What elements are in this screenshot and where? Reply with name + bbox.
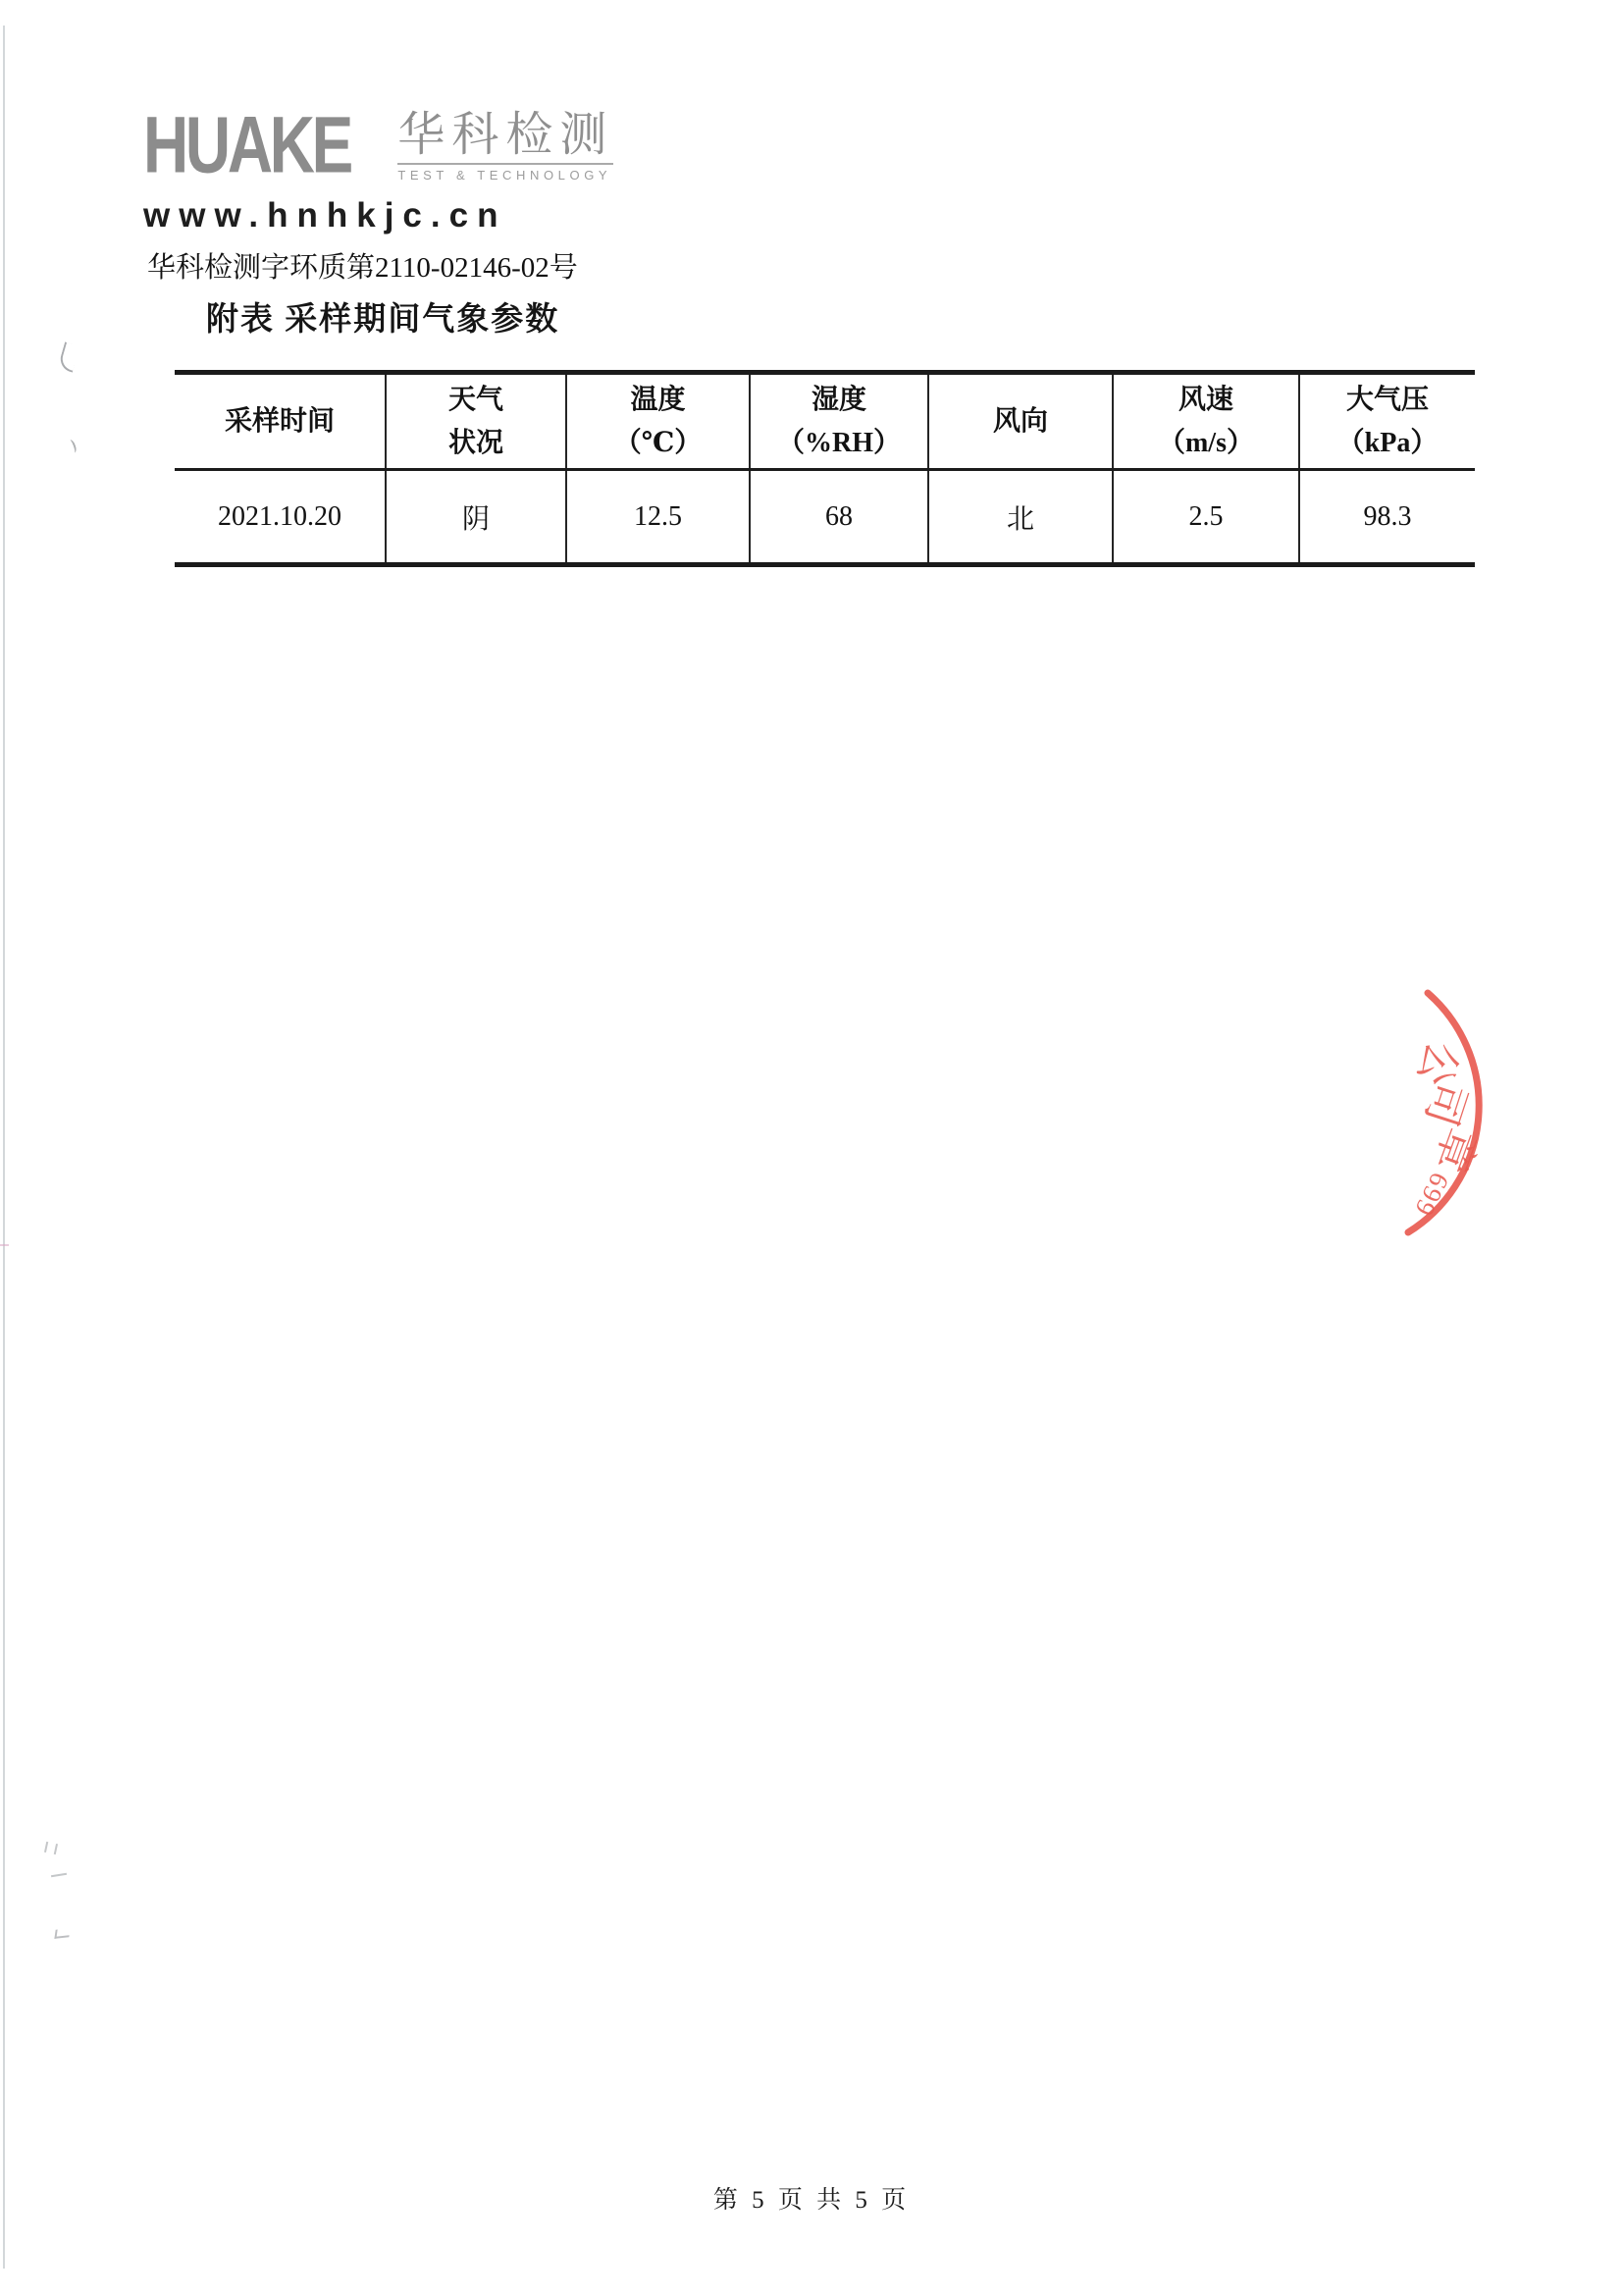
logo-right-block	[397, 109, 614, 183]
header-line2: （℃）	[613, 427, 703, 458]
page-number: 第 5 页 共 5 页	[712, 2187, 911, 2214]
header-line2: （kPa）	[1336, 427, 1439, 458]
header-line1: 天气	[447, 385, 503, 416]
logo-wordmark: HUAKE	[143, 99, 351, 190]
header-line1: 大气压	[1345, 385, 1429, 416]
seal-number: 699	[1408, 1168, 1455, 1223]
cell-sampling-time: 2021.10.20	[218, 500, 341, 532]
company-logo	[143, 99, 614, 190]
scan-artifact	[44, 1842, 58, 1854]
header-line2: 状况	[447, 427, 503, 458]
scan-edge-line	[3, 26, 5, 2269]
seal-char: 章	[1425, 1121, 1486, 1179]
document-number: 华科检测字环质第2110-02146-02号	[147, 252, 578, 284]
logo-tagline: TEST & TECHNOLOGY	[397, 163, 613, 183]
cell-temperature: 12.5	[566, 470, 750, 565]
table-title: 附表 采样期间气象参数	[206, 302, 560, 338]
scan-artifact	[54, 1928, 70, 1939]
scan-artifact	[0, 1244, 9, 1246]
header-line1: 温度	[630, 385, 686, 416]
cell-wind-speed: 2.5	[1113, 470, 1299, 565]
weather-table	[175, 370, 1475, 567]
header-row	[175, 373, 1475, 470]
header-line1: 采样时间	[224, 405, 335, 437]
table-row	[175, 470, 1475, 565]
header-line2: （%RH）	[776, 427, 901, 458]
weather-table-wrap	[175, 370, 1475, 567]
cell-humidity: 68	[750, 470, 928, 565]
column-header-wind-speed	[1113, 373, 1299, 470]
column-header-temperature	[566, 373, 750, 470]
logo-chinese-name: 华科检测	[397, 109, 614, 161]
column-header-weather	[386, 373, 566, 470]
header-line1: 风向	[992, 405, 1048, 437]
column-header-humidity	[750, 373, 928, 470]
seal-char: 公	[1407, 1035, 1468, 1092]
header-line1: 湿度	[811, 385, 866, 416]
red-seal-stamp	[1305, 942, 1623, 1276]
scan-artifact	[57, 341, 79, 372]
seal-char: 司	[1415, 1075, 1476, 1132]
column-header-sampling-time	[175, 373, 386, 470]
scan-artifact	[67, 439, 78, 454]
scan-artifact	[51, 1873, 67, 1877]
header-line2: （m/s）	[1157, 427, 1254, 458]
header-line1: 风速	[1178, 385, 1233, 416]
company-website: www.hnhkjc.cn	[143, 196, 507, 235]
cell-wind-direction: 北	[928, 470, 1113, 565]
column-header-pressure	[1299, 373, 1475, 470]
cell-pressure: 98.3	[1299, 470, 1475, 565]
column-header-wind-direction	[928, 373, 1113, 470]
cell-weather: 阴	[386, 470, 566, 565]
